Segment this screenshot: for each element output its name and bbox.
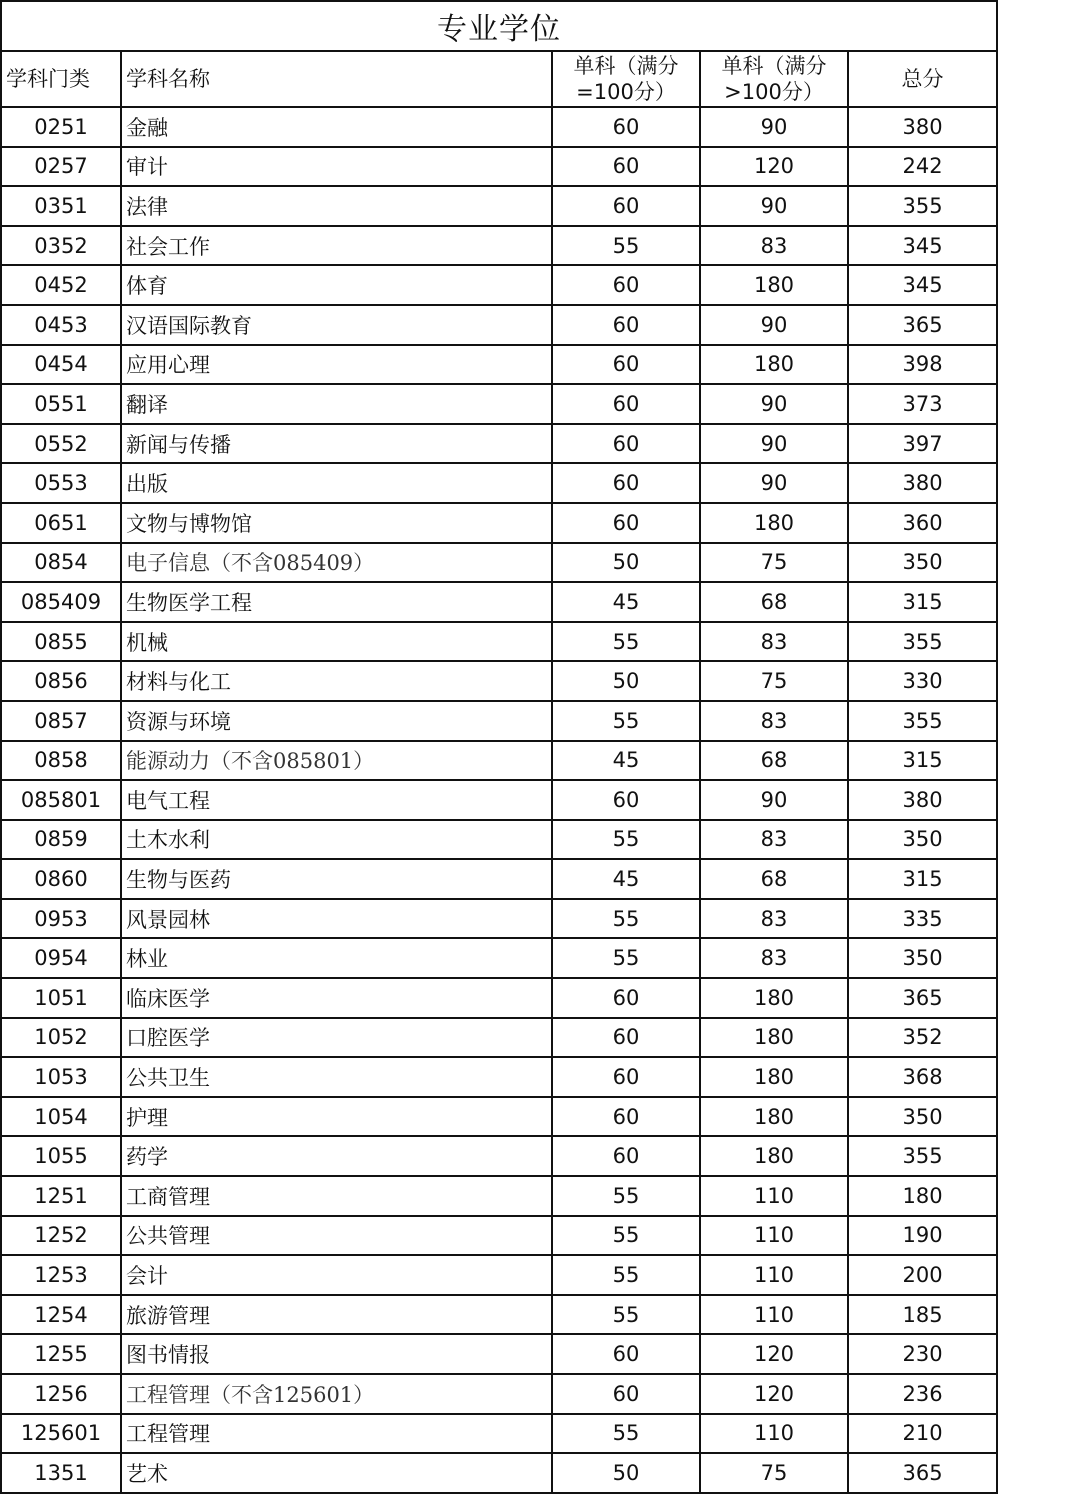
cell-single-100: 55 xyxy=(552,1295,700,1335)
table-row xyxy=(1,1216,997,1256)
cell-name: 口腔医学 xyxy=(121,1018,552,1058)
cell-name: 金融 xyxy=(121,107,552,147)
table-row xyxy=(1,622,997,662)
cell-single-over100: 83 xyxy=(700,899,848,939)
cell-single-100: 55 xyxy=(552,899,700,939)
cell-single-over100: 180 xyxy=(700,265,848,305)
cell-name: 风景园林 xyxy=(121,899,552,939)
cell-name: 体育 xyxy=(121,265,552,305)
cell-total: 355 xyxy=(848,622,997,662)
cell-code: 1351 xyxy=(1,1453,121,1493)
cell-total: 190 xyxy=(848,1216,997,1256)
cell-single-over100: 180 xyxy=(700,1097,848,1137)
cell-code: 0251 xyxy=(1,107,121,147)
cell-name: 资源与环境 xyxy=(121,701,552,741)
cell-total: 398 xyxy=(848,345,997,385)
cell-name: 土木水利 xyxy=(121,820,552,860)
cell-total: 365 xyxy=(848,305,997,345)
table-row xyxy=(1,1374,997,1414)
cell-code: 1054 xyxy=(1,1097,121,1137)
cell-total: 315 xyxy=(848,741,997,781)
table-row xyxy=(1,147,997,187)
header-single-over100-line2: >100分） xyxy=(724,80,824,104)
cell-name: 临床医学 xyxy=(121,978,552,1018)
table-row xyxy=(1,463,997,503)
header-row xyxy=(1,51,997,107)
cell-single-over100: 120 xyxy=(700,1334,848,1374)
table-row xyxy=(1,265,997,305)
header-total: 总分 xyxy=(848,51,997,107)
cell-name: 应用心理 xyxy=(121,345,552,385)
cell-total: 315 xyxy=(848,582,997,622)
cell-single-100: 60 xyxy=(552,503,700,543)
cell-total: 335 xyxy=(848,899,997,939)
cell-single-over100: 83 xyxy=(700,820,848,860)
cell-name: 工商管理 xyxy=(121,1176,552,1216)
cell-total: 380 xyxy=(848,107,997,147)
cell-code: 0854 xyxy=(1,543,121,583)
cell-name: 生物与医药 xyxy=(121,859,552,899)
cell-name: 药学 xyxy=(121,1136,552,1176)
cell-single-100: 60 xyxy=(552,978,700,1018)
cell-total: 242 xyxy=(848,147,997,187)
cell-single-over100: 180 xyxy=(700,503,848,543)
cell-code: 1252 xyxy=(1,1216,121,1256)
title-row xyxy=(1,1,997,51)
cell-name: 林业 xyxy=(121,938,552,978)
cell-total: 380 xyxy=(848,780,997,820)
cell-code: 0351 xyxy=(1,186,121,226)
cell-single-100: 55 xyxy=(552,622,700,662)
table-row xyxy=(1,701,997,741)
cell-single-over100: 68 xyxy=(700,582,848,622)
cell-name: 公共管理 xyxy=(121,1216,552,1256)
table-row xyxy=(1,226,997,266)
cell-name: 文物与博物馆 xyxy=(121,503,552,543)
cell-name: 审计 xyxy=(121,147,552,187)
cell-name: 出版 xyxy=(121,463,552,503)
table-row xyxy=(1,107,997,147)
cell-code: 0553 xyxy=(1,463,121,503)
cell-single-over100: 90 xyxy=(700,384,848,424)
cell-single-over100: 110 xyxy=(700,1216,848,1256)
cell-single-over100: 75 xyxy=(700,661,848,701)
cell-single-100: 60 xyxy=(552,107,700,147)
cell-single-100: 45 xyxy=(552,741,700,781)
cell-single-100: 55 xyxy=(552,1216,700,1256)
cell-code: 0454 xyxy=(1,345,121,385)
cell-name: 旅游管理 xyxy=(121,1295,552,1335)
cell-single-over100: 180 xyxy=(700,1018,848,1058)
cell-single-over100: 75 xyxy=(700,1453,848,1493)
cell-total: 210 xyxy=(848,1414,997,1454)
cell-single-100: 60 xyxy=(552,147,700,187)
cell-code: 0855 xyxy=(1,622,121,662)
cell-single-over100: 83 xyxy=(700,701,848,741)
cell-single-100: 60 xyxy=(552,345,700,385)
cell-code: 0953 xyxy=(1,899,121,939)
cell-code: 0858 xyxy=(1,741,121,781)
table-row xyxy=(1,1136,997,1176)
cell-total: 355 xyxy=(848,186,997,226)
table-row xyxy=(1,186,997,226)
cell-code: 0856 xyxy=(1,661,121,701)
cell-code: 1055 xyxy=(1,1136,121,1176)
cell-single-over100: 110 xyxy=(700,1255,848,1295)
cell-single-100: 60 xyxy=(552,1374,700,1414)
table-row xyxy=(1,1057,997,1097)
table-row xyxy=(1,1255,997,1295)
cell-total: 185 xyxy=(848,1295,997,1335)
cell-single-100: 50 xyxy=(552,1453,700,1493)
cell-total: 365 xyxy=(848,978,997,1018)
cell-total: 230 xyxy=(848,1334,997,1374)
header-single-100-line2: =100分） xyxy=(576,80,676,104)
cell-total: 350 xyxy=(848,938,997,978)
cell-single-100: 55 xyxy=(552,1414,700,1454)
cell-code: 0651 xyxy=(1,503,121,543)
cell-code: 0257 xyxy=(1,147,121,187)
cell-name: 工程管理 xyxy=(121,1414,552,1454)
cell-code: 0860 xyxy=(1,859,121,899)
cell-single-100: 55 xyxy=(552,938,700,978)
cell-total: 360 xyxy=(848,503,997,543)
cell-total: 373 xyxy=(848,384,997,424)
cell-total: 355 xyxy=(848,1136,997,1176)
cell-code: 0453 xyxy=(1,305,121,345)
cell-single-100: 60 xyxy=(552,1334,700,1374)
cell-single-100: 60 xyxy=(552,265,700,305)
cell-name: 新闻与传播 xyxy=(121,424,552,464)
header-code: 学科门类 xyxy=(1,51,121,107)
cell-total: 345 xyxy=(848,226,997,266)
table-row xyxy=(1,384,997,424)
table-row xyxy=(1,543,997,583)
cell-single-100: 45 xyxy=(552,859,700,899)
header-single-100 xyxy=(552,51,700,107)
cell-single-100: 60 xyxy=(552,780,700,820)
table-row xyxy=(1,899,997,939)
table-row xyxy=(1,1414,997,1454)
cell-code: 0954 xyxy=(1,938,121,978)
cell-code: 0352 xyxy=(1,226,121,266)
cell-code: 125601 xyxy=(1,1414,121,1454)
cell-total: 200 xyxy=(848,1255,997,1295)
cell-code: 1256 xyxy=(1,1374,121,1414)
cell-single-over100: 90 xyxy=(700,107,848,147)
table-row xyxy=(1,820,997,860)
cell-single-over100: 90 xyxy=(700,463,848,503)
cell-code: 0552 xyxy=(1,424,121,464)
cell-single-over100: 120 xyxy=(700,147,848,187)
table-row xyxy=(1,305,997,345)
header-single-over100 xyxy=(700,51,848,107)
table-row xyxy=(1,661,997,701)
cell-single-over100: 68 xyxy=(700,859,848,899)
cell-single-100: 55 xyxy=(552,226,700,266)
cell-total: 365 xyxy=(848,1453,997,1493)
cell-single-100: 60 xyxy=(552,1097,700,1137)
cell-single-over100: 83 xyxy=(700,226,848,266)
cell-single-over100: 180 xyxy=(700,1057,848,1097)
cell-name: 能源动力（不含085801） xyxy=(121,741,552,781)
header-single-100-line1: 单科（满分 xyxy=(573,54,679,78)
cell-code: 085801 xyxy=(1,780,121,820)
table-row xyxy=(1,1097,997,1137)
cell-name: 会计 xyxy=(121,1255,552,1295)
table-row xyxy=(1,938,997,978)
cell-single-over100: 90 xyxy=(700,186,848,226)
cell-total: 380 xyxy=(848,463,997,503)
cell-single-100: 55 xyxy=(552,1255,700,1295)
cell-code: 1051 xyxy=(1,978,121,1018)
table-row xyxy=(1,1453,997,1493)
cell-total: 350 xyxy=(848,820,997,860)
cell-single-100: 60 xyxy=(552,384,700,424)
header-single-over100-line1: 单科（满分 xyxy=(721,54,827,78)
cell-code: 1053 xyxy=(1,1057,121,1097)
cell-single-100: 55 xyxy=(552,701,700,741)
cell-name: 艺术 xyxy=(121,1453,552,1493)
table-row xyxy=(1,582,997,622)
table-row xyxy=(1,424,997,464)
cell-single-100: 50 xyxy=(552,661,700,701)
table-body xyxy=(1,107,997,1493)
cell-code: 1255 xyxy=(1,1334,121,1374)
cell-single-over100: 180 xyxy=(700,978,848,1018)
cell-single-100: 55 xyxy=(552,820,700,860)
cell-single-over100: 110 xyxy=(700,1295,848,1335)
cell-code: 0859 xyxy=(1,820,121,860)
cell-total: 330 xyxy=(848,661,997,701)
cell-single-over100: 68 xyxy=(700,741,848,781)
cell-single-100: 60 xyxy=(552,1018,700,1058)
cell-total: 352 xyxy=(848,1018,997,1058)
table-title: 专业学位 xyxy=(1,1,997,51)
table-row xyxy=(1,1018,997,1058)
cell-name: 汉语国际教育 xyxy=(121,305,552,345)
cell-total: 350 xyxy=(848,1097,997,1137)
cell-code: 1253 xyxy=(1,1255,121,1295)
cell-total: 180 xyxy=(848,1176,997,1216)
cell-single-100: 60 xyxy=(552,463,700,503)
table-row xyxy=(1,1334,997,1374)
cell-single-over100: 75 xyxy=(700,543,848,583)
cell-single-over100: 120 xyxy=(700,1374,848,1414)
cell-code: 1254 xyxy=(1,1295,121,1335)
cell-single-over100: 83 xyxy=(700,622,848,662)
cell-name: 图书情报 xyxy=(121,1334,552,1374)
table-row xyxy=(1,741,997,781)
cell-single-over100: 90 xyxy=(700,305,848,345)
table-row xyxy=(1,345,997,385)
cell-single-over100: 90 xyxy=(700,780,848,820)
cell-single-over100: 83 xyxy=(700,938,848,978)
table-row xyxy=(1,503,997,543)
cell-name: 法律 xyxy=(121,186,552,226)
cell-total: 368 xyxy=(848,1057,997,1097)
cell-total: 345 xyxy=(848,265,997,305)
cell-code: 1251 xyxy=(1,1176,121,1216)
cell-single-100: 55 xyxy=(552,1176,700,1216)
table-row xyxy=(1,1176,997,1216)
cell-single-100: 60 xyxy=(552,1057,700,1097)
cell-single-100: 50 xyxy=(552,543,700,583)
cell-total: 355 xyxy=(848,701,997,741)
cell-single-over100: 110 xyxy=(700,1176,848,1216)
cell-single-over100: 90 xyxy=(700,424,848,464)
cell-code: 1052 xyxy=(1,1018,121,1058)
cell-name: 公共卫生 xyxy=(121,1057,552,1097)
cell-total: 397 xyxy=(848,424,997,464)
cell-name: 社会工作 xyxy=(121,226,552,266)
cell-name: 材料与化工 xyxy=(121,661,552,701)
cell-single-over100: 180 xyxy=(700,1136,848,1176)
table-row xyxy=(1,780,997,820)
cell-total: 315 xyxy=(848,859,997,899)
cell-single-100: 60 xyxy=(552,305,700,345)
table-row xyxy=(1,859,997,899)
cell-name: 工程管理（不含125601） xyxy=(121,1374,552,1414)
cell-name: 电子信息（不含085409） xyxy=(121,543,552,583)
cell-name: 翻译 xyxy=(121,384,552,424)
cell-single-over100: 110 xyxy=(700,1414,848,1454)
cell-code: 0857 xyxy=(1,701,121,741)
cell-single-over100: 180 xyxy=(700,345,848,385)
cell-single-100: 60 xyxy=(552,424,700,464)
cell-total: 236 xyxy=(848,1374,997,1414)
cell-name: 电气工程 xyxy=(121,780,552,820)
cell-single-100: 45 xyxy=(552,582,700,622)
cell-name: 机械 xyxy=(121,622,552,662)
cell-code: 085409 xyxy=(1,582,121,622)
table-row xyxy=(1,1295,997,1335)
cell-single-100: 60 xyxy=(552,186,700,226)
header-name: 学科名称 xyxy=(121,51,552,107)
cell-single-100: 60 xyxy=(552,1136,700,1176)
cell-code: 0452 xyxy=(1,265,121,305)
table-row xyxy=(1,978,997,1018)
cell-total: 350 xyxy=(848,543,997,583)
cell-name: 护理 xyxy=(121,1097,552,1137)
cell-code: 0551 xyxy=(1,384,121,424)
cell-name: 生物医学工程 xyxy=(121,582,552,622)
